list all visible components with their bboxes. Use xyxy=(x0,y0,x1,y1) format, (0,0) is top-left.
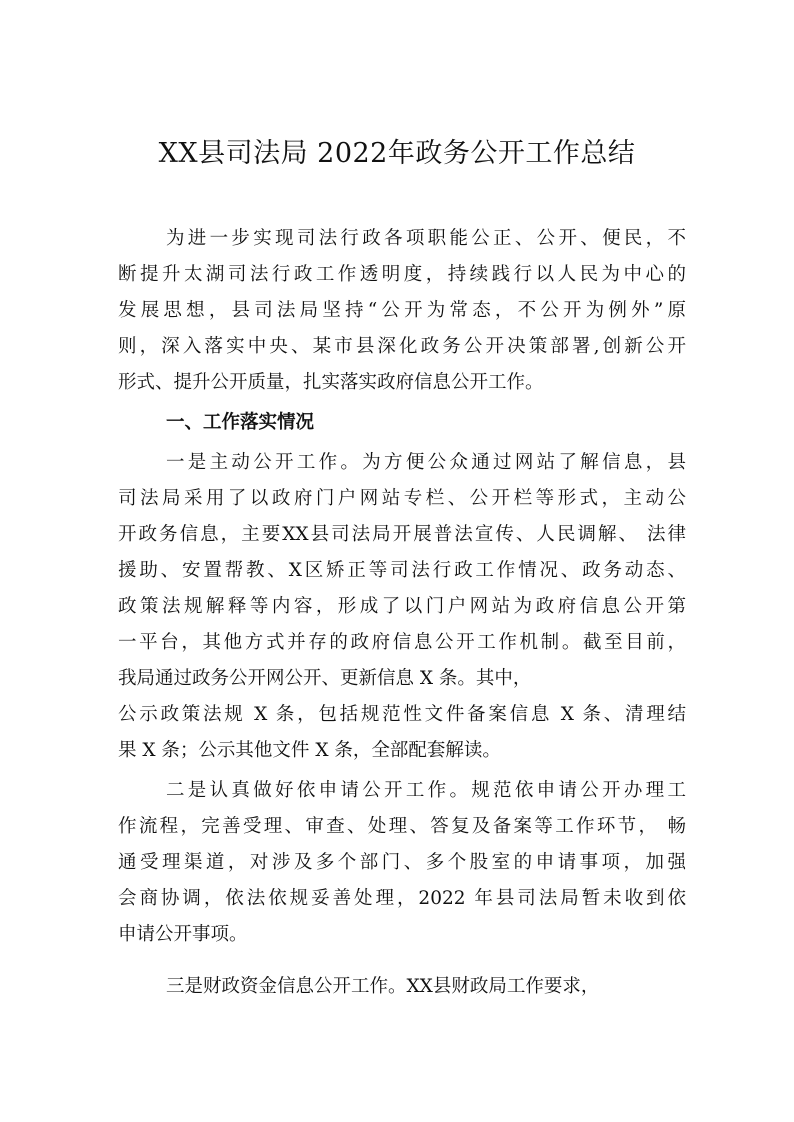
paragraph-line: 开政务信息，主要XX县司法局开展普法宣传、人民调解、 法律 xyxy=(118,524,686,545)
paragraph-line: 司法局采用了以政府门户网站专栏、公开栏等形式，主动公 xyxy=(118,488,686,509)
paragraph-line: 会商协调，依法依规妥善处理，2022 年县司法局暂未收到依 xyxy=(118,888,686,909)
paragraph-line: 援助、安置帮教、X区矫正等司法行政工作情况、政务动态、 xyxy=(118,560,686,581)
paragraph-line: 公示政策法规 X 条，包括规范性文件备案信息 X 条、清理结 xyxy=(118,704,686,725)
paragraph-line: 一平台，其他方式并存的政府信息公开工作机制。截至目前， xyxy=(118,632,686,653)
paragraph-line: 形式、提升公开质量，扎实落实政府信息公开工作。 xyxy=(118,372,544,393)
paragraph-line: 二是认真做好依申请公开工作。规范依申请公开办理工 xyxy=(166,780,686,801)
paragraph-line: 申请公开事项。 xyxy=(118,924,248,945)
paragraph-line: 为进一步实现司法行政各项职能公正、公开、便民，不 xyxy=(166,228,686,249)
paragraph-line: 通受理渠道，对涉及多个部门、多个股室的申请事项，加强 xyxy=(118,852,686,873)
paragraph-line: 则，深入落实中央、某市县深化政务公开决策部署,创新公开 xyxy=(118,336,686,357)
paragraph-line: 果 X 条；公示其他文件 X 条，全部配套解读。 xyxy=(118,740,501,761)
document-title: XX县司法局 2022年政务公开工作总结 xyxy=(158,138,636,169)
paragraph-line: 作流程，完善受理、审查、处理、答复及备案等工作环节， 畅 xyxy=(118,816,686,837)
paragraph-line: 政策法规解释等内容，形成了以门户网站为政府信息公开第 xyxy=(118,596,686,617)
paragraph-line: 我局通过政务公开网公开、更新信息 X 条。其中， xyxy=(118,668,532,689)
paragraph-line: 三是财政资金信息公开工作。XX县财政局工作要求， xyxy=(166,976,600,997)
paragraph-line: 断提升太湖司法行政工作透明度，持续践行以人民为中心的 xyxy=(118,264,686,285)
paragraph-line: 发展思想，县司法局坚持“公开为常态，不公开为例外”原 xyxy=(118,300,686,321)
paragraph-line: 一是主动公开工作。为方便公众通过网站了解信息，县 xyxy=(166,452,686,473)
section-heading: 一、工作落实情况 xyxy=(166,412,315,433)
